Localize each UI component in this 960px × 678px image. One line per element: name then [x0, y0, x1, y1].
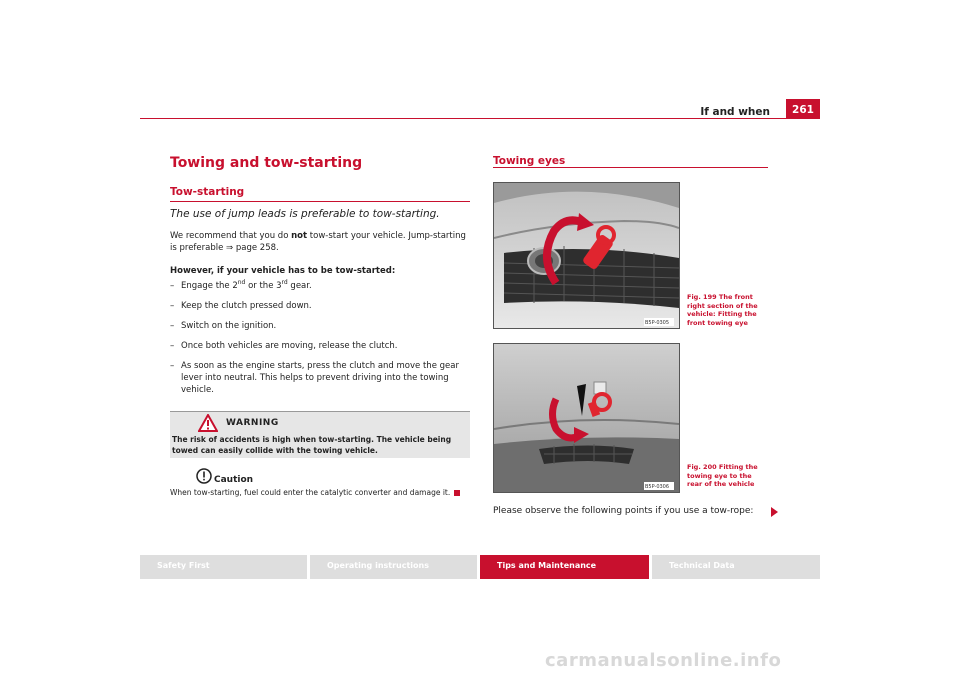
list-item [170, 300, 472, 312]
tab-tips-and-maintenance[interactable]: Tips and Maintenance [480, 555, 649, 579]
rear-bumper-illustration [494, 344, 679, 492]
dash-bullet: – [170, 321, 175, 331]
tab-technical-data[interactable]: Technical Data [652, 555, 820, 579]
step5-text: As soon as the engine starts, press the clutch and move the gear lever into neutral. This helps to prevent driving into the towing vehicle. [181, 361, 459, 395]
warning-text: The risk of accidents is high when tow-starting. The vehicle being towed can easily collide with the towing vehicle. [172, 435, 452, 455]
list-item [170, 360, 472, 396]
intro-text: The use of jump leads is preferable to tow-starting. [170, 208, 440, 220]
condition-paragraph: However, if your vehicle has to be tow-started: [170, 266, 396, 276]
warning-triangle-icon [198, 414, 218, 432]
step1-text-b: or the 3 [245, 281, 282, 291]
continue-arrow-icon[interactable] [771, 507, 778, 517]
tab-operating-instructions[interactable]: Operating instructions [310, 555, 477, 579]
list-item [170, 280, 472, 292]
figure-199-caption: Fig. 199 The front right section of the vehicle: Fitting the front towing eye [687, 293, 758, 327]
tow-rope-intro: Please observe the following points if you use a tow-rope: [493, 506, 754, 516]
section-heading: Towing and tow-starting [170, 155, 363, 171]
p1-text-b: tow-start your vehicle. Jump-starting is preferable [170, 231, 466, 253]
subsection-rule [170, 201, 470, 202]
step4-text: Once both vehicles are moving, release the clutch. [181, 341, 398, 351]
tab-safety-first[interactable]: Safety First [140, 555, 307, 579]
figure-200-caption: Fig. 200 Fitting the towing eye to the rear of the vehicle [687, 463, 758, 488]
list-item [170, 320, 472, 332]
dash-bullet: – [170, 281, 175, 291]
step1-sup-rd: rd [281, 279, 288, 287]
fig2-code: B5P-0306 [645, 484, 670, 490]
running-header-title: If and when [700, 106, 770, 118]
watermark: carmanualsonline.info [545, 650, 782, 671]
step1-text-c: gear. [287, 281, 312, 291]
warning-title: WARNING [226, 418, 279, 428]
step2-text: Keep the clutch pressed down. [181, 301, 312, 311]
subsection-heading: Tow-starting [170, 186, 245, 198]
step1-sup-nd: nd [237, 279, 246, 287]
towing-eyes-heading: Towing eyes [493, 155, 566, 167]
dash-bullet: – [170, 361, 175, 371]
page-number: 261 [786, 99, 820, 119]
figure-rear-towing-eye [493, 343, 680, 493]
list-item [170, 340, 472, 352]
caution-body: When tow-starting, fuel could enter the catalytic converter and damage it. [170, 488, 451, 497]
caution-exclamation-icon [196, 468, 212, 484]
page-ref-link[interactable]: page 258. [233, 243, 279, 253]
caution-text [170, 488, 470, 497]
step3-text: Switch on the ignition. [181, 321, 277, 331]
dash-bullet: – [170, 301, 175, 311]
page-ref-arrow-icon: ⇒ [226, 243, 234, 253]
figure-front-towing-eye [493, 182, 680, 329]
step1-text-a: Engage the 2 [181, 281, 238, 291]
fig1-code: B5P-0305 [645, 320, 670, 326]
p1-bold: not [291, 231, 308, 241]
front-bumper-illustration [494, 183, 679, 328]
header-rule [140, 118, 820, 119]
recommendation-paragraph [170, 230, 472, 254]
towing-eyes-rule [493, 167, 768, 168]
p1-text-a: We recommend that you do [170, 231, 292, 241]
dash-bullet: – [170, 341, 175, 351]
caution-title: Caution [214, 475, 254, 485]
section-end-marker [454, 490, 460, 496]
